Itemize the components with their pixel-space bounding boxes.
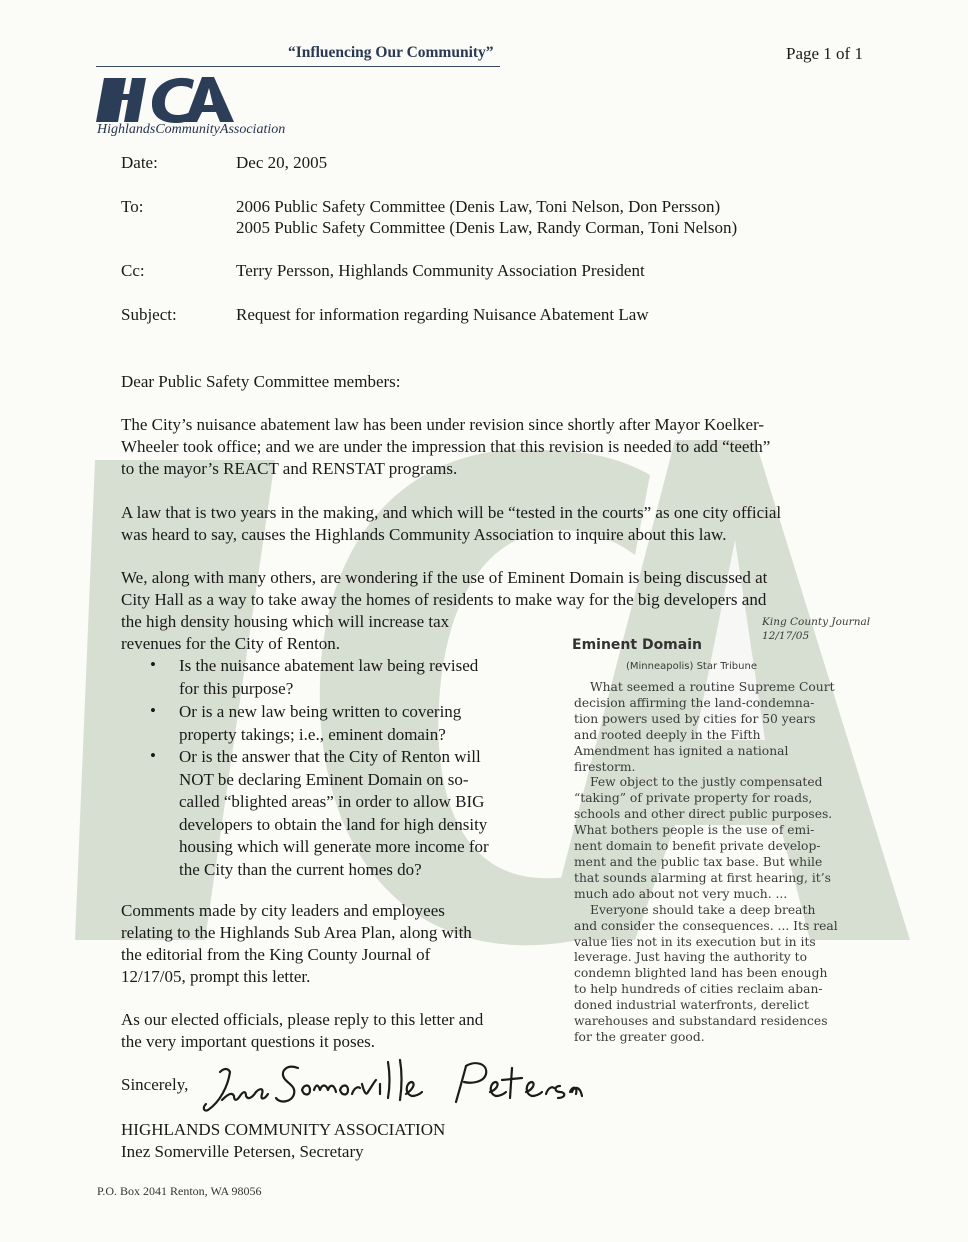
clipping-line: “taking” of private property for roads, [574, 791, 813, 806]
footer-address: P.O. Box 2041 Renton, WA 98056 [97, 1184, 262, 1198]
clipping-line: that sounds alarming at first hearing, it’s [574, 870, 831, 885]
sincerely: Sincerely, [121, 1075, 189, 1094]
bullet-dot: • [150, 655, 156, 674]
bullet-3-line: NOT be declaring Eminent Domain on so- [179, 769, 469, 789]
clipping-line: condemn blighted land has been enough [574, 966, 828, 981]
clipping-line: and consider the consequences. ... Its real [574, 918, 838, 933]
clipping-line: firestorm. [574, 759, 636, 774]
clipping-line: tion powers used by cities for 50 years [574, 711, 816, 726]
bullet-2-line: Or is a new law being written to covering [179, 702, 462, 721]
handwritten-signature [198, 1050, 583, 1122]
clipping-body [574, 680, 868, 1046]
subject-label: Subject: [121, 305, 177, 324]
clipping-date: 12/17/05 [762, 630, 810, 642]
paragraph-5 [121, 1009, 551, 1053]
closing-org: HIGHLANDS COMMUNITY ASSOCIATION [121, 1120, 446, 1139]
clipping-line: Everyone should take a deep breath [590, 902, 816, 917]
bullet-3-line: developers to obtain the land for high density [179, 814, 488, 834]
paragraph-4 [121, 900, 551, 988]
paragraph-4-line: the editorial from the King County Journal of [121, 945, 431, 964]
org-name: HighlandsCommunityAssociation [97, 122, 286, 137]
bullet-1-line: for this purpose? [179, 678, 294, 698]
paragraph-5-line: the very important questions it poses. [121, 1032, 376, 1051]
clipping-line: for the greater good. [574, 1029, 705, 1044]
tagline: “Influencing Our Community” [288, 44, 494, 61]
clipping-line: Few object to the justly compensated [590, 775, 823, 790]
clipping-line: ment and the public tax base. But while [574, 854, 823, 869]
page-number: Page 1 of 1 [786, 44, 863, 63]
clipping-line: much ado about not very much. ... [574, 886, 788, 901]
cc-value: Terry Persson, Highlands Community Association President [236, 261, 645, 280]
bullet-3 [179, 746, 489, 881]
paragraph-5-line: As our elected officials, please reply to this letter and [121, 1010, 484, 1029]
closing-name: Inez Somerville Petersen, Secretary [121, 1142, 364, 1161]
bullet-3-line: the City than the current homes do? [179, 859, 422, 879]
paragraph-3-line: City Hall as a way to take away the homes of residents to make way for the big developers and [121, 590, 767, 609]
bullet-3-line: housing which will generate more income for [179, 837, 489, 856]
bullet-1 [179, 655, 478, 700]
salutation: Dear Public Safety Committee members: [121, 372, 401, 391]
bullet-1-line: Is the nuisance abatement law being revised [179, 656, 479, 675]
subject-value: Request for information regarding Nuisance Abatement Law [236, 305, 649, 324]
clipping-line: and rooted deeply in the Fifth [574, 727, 761, 742]
cc-label: Cc: [121, 261, 145, 280]
clipping-line: leverage. Just having the authority to [574, 950, 807, 965]
clipping-line: schools and other direct public purposes. [574, 807, 833, 822]
clipping-line: value lies not in its execution but in its [574, 934, 816, 949]
bullet-3-line: Or is the answer that the City of Renton will [179, 747, 481, 766]
paragraph-3-line: the high density housing which will increase tax [121, 612, 450, 631]
paragraph-4-line: Comments made by city leaders and employees [121, 901, 445, 920]
clipping-byline: (Minneapolis) Star Tribune [626, 661, 757, 672]
clipping-line: nent domain to benefit private develop- [574, 839, 821, 854]
paragraph-2 [121, 502, 876, 546]
paragraph-4-line: 12/17/05, prompt this letter. [121, 967, 311, 986]
bullet-3-line: called “blighted areas” in order to allow BIG [179, 792, 485, 811]
clipping-line: Amendment has ignited a national [574, 743, 789, 758]
paragraph-4-line: relating to the Highlands Sub Area Plan, along with [121, 923, 472, 942]
to-label: To: [121, 197, 144, 216]
paragraph-1-line: Wheeler took office; and we are under the impression that this revision is needed to add “teeth” [121, 437, 771, 456]
clipping-line: decision affirming the land-condemna- [574, 695, 815, 710]
clipping-line: doned industrial waterfronts, derelict [574, 998, 809, 1013]
to-line-1: 2006 Public Safety Committee (Denis Law, Toni Nelson, Don Persson) [236, 197, 721, 216]
bullet-dot: • [150, 701, 156, 720]
paragraph-1 [121, 414, 876, 480]
header-rule [96, 66, 500, 67]
bullet-2 [179, 701, 461, 746]
clipping-source: King County Journal [762, 616, 871, 628]
date-label: Date: [121, 153, 158, 172]
paragraph-1-line: to the mayor’s REACT and RENSTAT programs. [121, 459, 458, 478]
clipping-line: to help hundreds of cities reclaim aban- [574, 982, 823, 997]
date-value: Dec 20, 2005 [236, 153, 328, 172]
bullet-dot: • [150, 746, 156, 765]
bullet-2-line: property takings; i.e., eminent domain? [179, 724, 446, 744]
newspaper-clipping [566, 612, 876, 1052]
clipping-title: Eminent Domain [572, 637, 702, 653]
to-line-2: 2005 Public Safety Committee (Denis Law, Randy Corman, Toni Nelson) [236, 218, 738, 237]
paragraph-3-line: revenues for the City of Renton. [121, 634, 341, 653]
clipping-line: What bothers people is the use of emi- [574, 823, 815, 838]
paragraph-2-line: was heard to say, causes the Highlands Community Association to inquire about this law. [121, 525, 727, 544]
paragraph-2-line: A law that is two years in the making, and which will be “tested in the courts” as one city official [121, 503, 782, 522]
clipping-line: What seemed a routine Supreme Court [590, 680, 835, 694]
hca-logo [96, 72, 236, 128]
paragraph-3-line: We, along with many others, are wondering if the use of Eminent Domain is being discussed at [121, 568, 768, 587]
paragraph-1-line: The City’s nuisance abatement law has been under revision since shortly after Mayor Koelker- [121, 415, 765, 434]
clipping-line: warehouses and substandard residences [574, 1014, 828, 1029]
